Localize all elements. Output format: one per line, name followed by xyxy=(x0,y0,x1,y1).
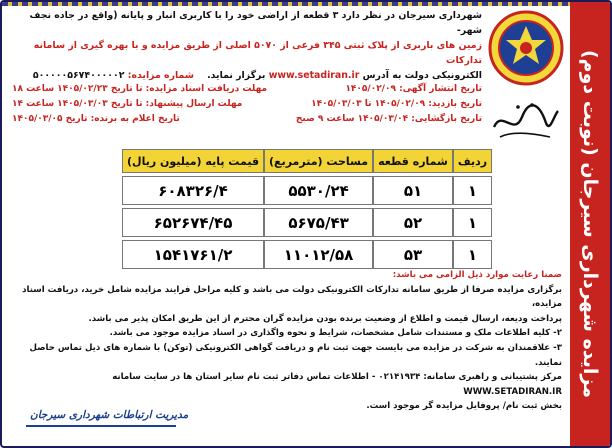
intro-line-1: شهرداری سیرجان در نظر دارد ۳ قطعه از اراضی خود را با کاربری انبار و پایانه (واقع در جاده نجف شهر- xyxy=(29,10,482,36)
submit-deadline: مهلت ارسال پیشنهاد: تا تاریخ ۱۴۰۵/۰۳/۰۳ ساعت ۱۴ xyxy=(12,99,243,109)
notes-heading: ضمنا رعایت موارد ذیل الزامی می باشد: xyxy=(392,270,562,280)
cell-area: ۵۶۷۵/۴۳ xyxy=(264,208,373,237)
municipality-emblem-icon xyxy=(488,10,564,86)
note-4-text: مرکز پشتیبانی و راهبری سامانه: ۰۲۱۴۱۹۳۴ - اطلاعات تماس دفاتر ثبت نام سایر استان ها در سایت سامانه xyxy=(112,372,562,383)
publish-date: تاریخ انتشار آگهی: ۱۴۰۵/۰۲/۰۹ xyxy=(345,84,482,94)
pr-office-underline xyxy=(26,425,176,427)
table-row xyxy=(122,208,492,237)
intro-line-3-suffix: برگزار نماید. xyxy=(207,70,266,81)
header-base-price: قیمت پایه (میلیون ریال) xyxy=(122,149,264,173)
note-3: ۳- علاقمندان به شرکت در مزایده می بایست جهت ثبت نام و دریافت گواهی الکترونیکی (توکن) با شماره های ذیل تماس حاصل نمایند. xyxy=(29,342,562,368)
header-area: مساحت (مترمربع) xyxy=(264,149,373,173)
note-1: برگزاری مزایده صرفا از طریق سامانه تدارکات الکترونیکی دولت می باشد و کلیه مراحل فرایند مزایده شامل خرید، دریافت اسناد مزایده، xyxy=(22,284,562,310)
cell-base-price: ۱۵۴۱۷۶۱/۲ xyxy=(122,240,264,269)
cell-base-price: ۶۵۲۶۷۴/۴۵ xyxy=(122,208,264,237)
note-2: ۲- کلیه اطلاعات ملک و مستندات شامل مشخصات، شرایط و نحوه واگذاری در اسناد مزایده موجود می باشد. xyxy=(109,328,562,339)
docs-deadline: مهلت دریافت اسناد مزایده: تا تاریخ ۱۴۰۵/۰۲/۲۳ ساعت ۱۸ xyxy=(12,84,268,94)
opening-date: تاریخ بازگشایی: ۱۴۰۵/۰۳/۰۴ ساعت ۹ صبح xyxy=(295,114,482,124)
cell-area: ۱۱۰۱۲/۵۸ xyxy=(264,240,373,269)
side-title: مزایده شهرداری سیرجان (نوبت دوم) xyxy=(579,50,601,398)
winner-date: تاریخ اعلام به برنده: تاریخ ۱۴۰۵/۰۳/۰۵ xyxy=(12,114,180,124)
note-1-continued: پرداخت ودیعه، ارسال قیمت و اطلاع از وضعیت برنده بودن مزایده گران محترم از این طریق امکان پذیر می باشد. xyxy=(88,313,562,324)
intro-line-3 xyxy=(12,68,482,83)
dates-block xyxy=(12,82,482,127)
tender-number-label: شماره مزایده: xyxy=(127,70,195,81)
notes-block xyxy=(12,268,562,414)
decorative-top-border xyxy=(2,2,570,6)
note-4-continued: بخش ثبت نام/ پروفایل مزایده گر موجود است. xyxy=(366,401,562,412)
tender-number: ۵۰۰۰۰۰۵۶۷۴۰۰۰۰۰۲ xyxy=(32,70,125,81)
support-website-link[interactable]: WWW.SETADIRAN.IR xyxy=(463,386,562,397)
visit-date: تاریخ بازدید: ۱۴۰۵/۰۲/۰۹ تا ۱۴۰۵/۰۳/۰۳ xyxy=(311,99,482,109)
cell-row-number: ۱ xyxy=(453,240,492,269)
header-plot-number: شماره قطعه xyxy=(373,149,453,173)
intro-line-2: زمین های باربری از پلاک ثبتی ۳۴۵ فرعی از ۵۰۷۰ اصلی از طریق مزایده و با بهره گیری از سامانه تدارکات xyxy=(33,40,482,66)
cell-plot-number: ۵۳ xyxy=(373,240,453,269)
intro-line-3-prefix: الکترونیکی دولت به آدرس xyxy=(362,70,482,81)
date-row-3 xyxy=(12,112,482,127)
cell-base-price: ۶۰۸۳۲۶/۴ xyxy=(122,176,264,205)
table-header-row xyxy=(122,149,492,173)
plots-table xyxy=(122,146,492,272)
signature-logo-icon xyxy=(488,97,562,145)
cell-plot-number: ۵۱ xyxy=(373,176,453,205)
website-link[interactable]: www.setadiran.ir xyxy=(268,70,360,81)
cell-row-number: ۱ xyxy=(453,208,492,237)
date-row-2 xyxy=(12,97,482,112)
table-row xyxy=(122,176,492,205)
cell-area: ۵۵۳۰/۲۴ xyxy=(264,176,373,205)
note-4 xyxy=(12,370,562,399)
date-row-1 xyxy=(12,82,482,97)
cell-row-number: ۱ xyxy=(453,176,492,205)
intro-block xyxy=(12,8,482,83)
table-row xyxy=(122,240,492,269)
side-band xyxy=(570,2,610,446)
header-row-number: ردیف xyxy=(453,149,492,173)
cell-plot-number: ۵۲ xyxy=(373,208,453,237)
pr-office-signature: مدیریت ارتباطات شهرداری سیرجان xyxy=(30,409,189,421)
